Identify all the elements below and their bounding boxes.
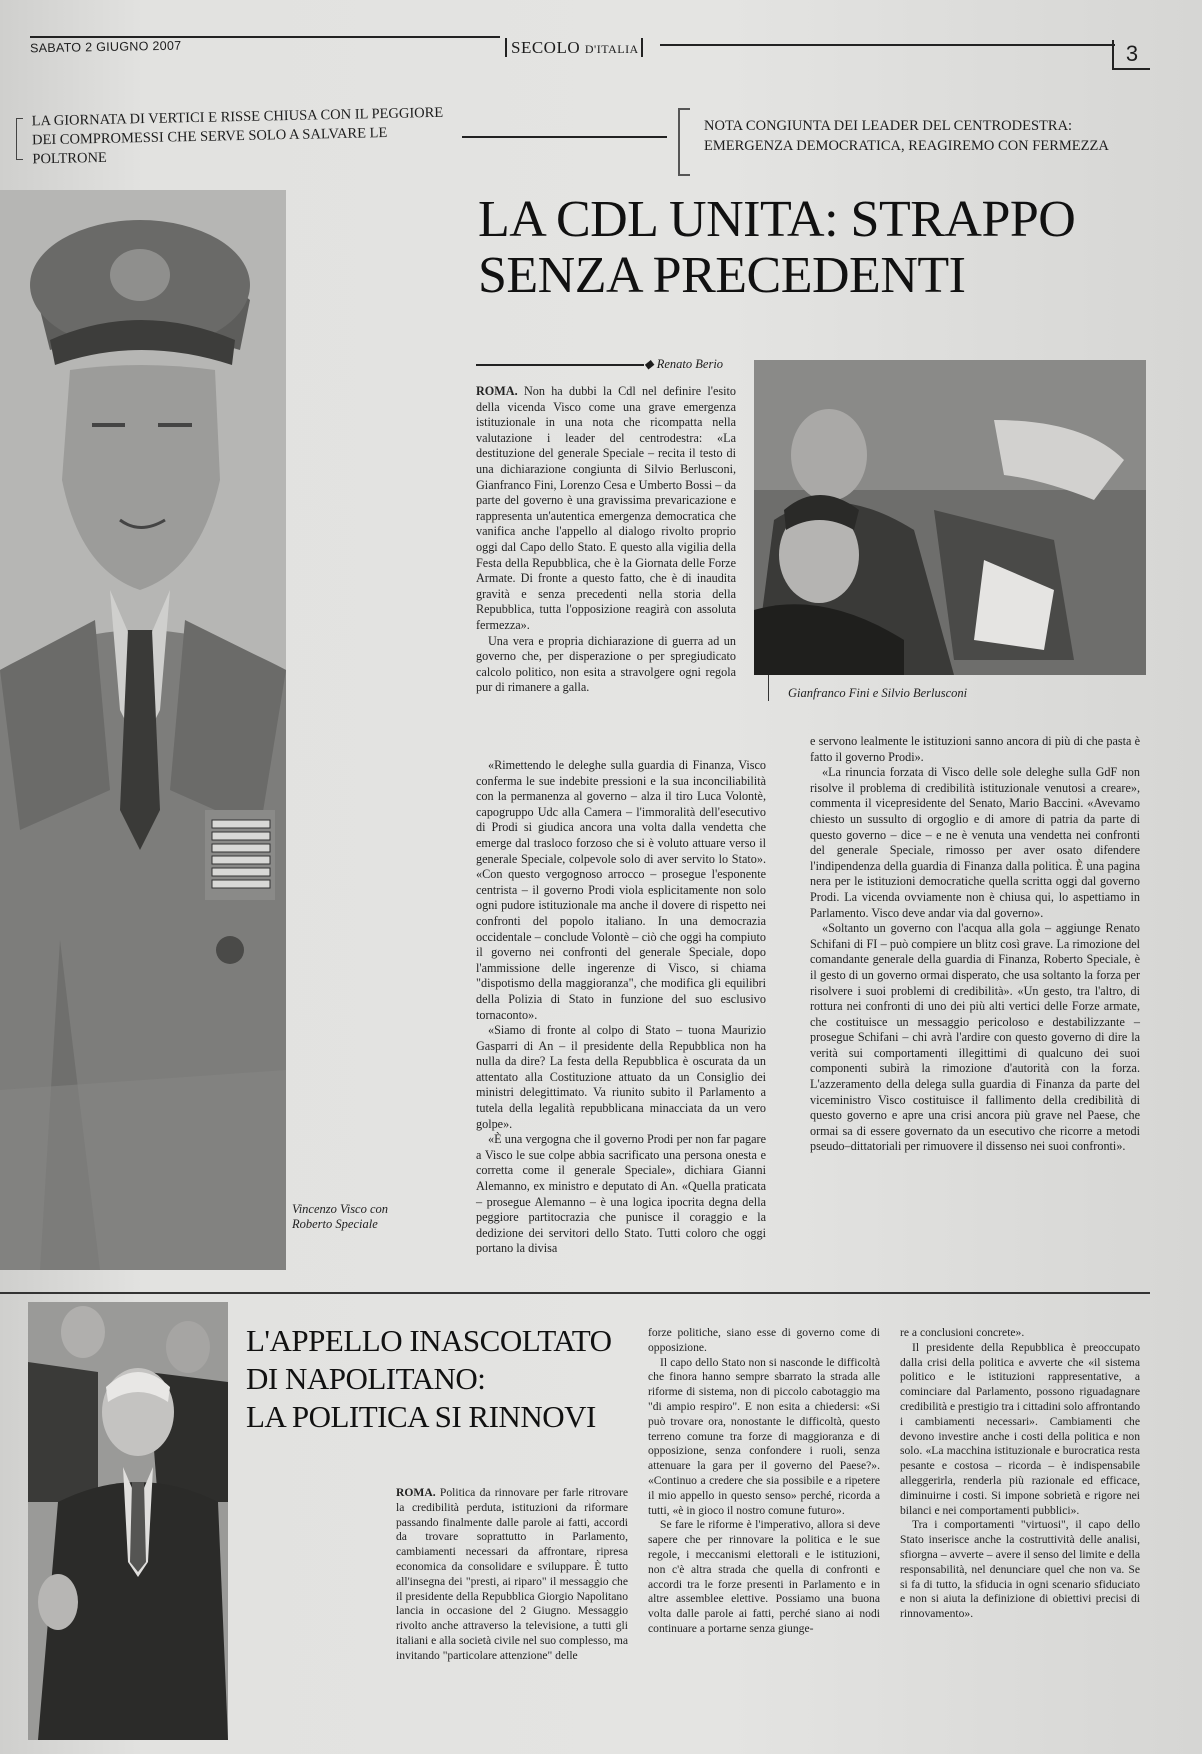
header-rule-right [660,44,1115,46]
main-article-paragraph [810,921,1140,1155]
byline-rule [476,364,644,366]
second-headline [246,1322,612,1436]
second-article-paragraph [900,1326,1140,1341]
main-dateline: ROMA. [476,384,518,398]
second-article-paragraph [648,1326,880,1356]
header-rule-left [30,36,500,38]
masthead-suffix: D'ITALIA [584,42,639,56]
kicker-right: NOTA CONGIUNTA DEI LEADER DEL CENTRODESTRA: EMERGENZA DEMOCRATICA, REAGIREMO CON FERMEZZA [704,118,1109,154]
masthead [505,38,643,58]
leaders-caption-rule [768,675,769,701]
second-article-col1 [396,1486,628,1664]
general-figure-illustration [0,190,286,1270]
second-article-text: forze politiche, siano esse di governo come di opposizione. [648,1326,880,1354]
main-article-text: «La rinuncia forzata di Visco delle sole deleghe sulla GdF non risolve il problema di credibilità istituzionale venutosi a creare», commenta il vicepresidente del Senato, Mario Baccini. «Avevamo chiesto un sussulto di orgoglio e di amore di patria da parte di questo governo – dice – e ne è venuta una vendetta nei confronti del generale Speciale, rimosso per aver osato difendere l'indipendenza della guardia di Finanza dalla politica. È una pagina nera per le istituzioni democratiche quella scritta oggi dal governo Prodi. La vicenda ovviamente non è chiusa qui, lo aspettiamo in Parlamento. Visco deve andar via dal governo». [810,765,1140,920]
main-headline-line1: LA CDL UNITA: STRAPPO [478,191,1076,248]
second-article-col2 [648,1326,880,1637]
main-article-col2 [810,734,1140,1155]
page-number: 3 [1112,40,1150,70]
main-article-paragraph [810,765,1140,921]
leaders-photo [754,360,1146,675]
napolitano-photo [28,1302,228,1740]
main-article-paragraph [810,734,1140,765]
napolitano-illustration [28,1302,228,1740]
main-article-col1-top [476,384,736,696]
byline: ◆ Renato Berio [644,357,724,371]
section-divider [0,1292,1150,1294]
second-headline-line1: L'APPELLO INASCOLTATO [246,1323,612,1358]
main-article-paragraph [476,1132,766,1257]
main-article-text: Non ha dubbi la Cdl nel definire l'esito della vicenda Visco come una grave emergenza istituzionale in una nota che ricompatta nella valutazione i leader del centrodestra: «La destituzione del generale Speciale – recita il testo di una dichiarazione congiunta di Silvio Berlusconi, Gianfranco Fini, Lorenzo Cesa e Umberto Bossi – da parte del governo è una gravissima prevaricazione e rappresenta un'autentica emergenza democratica che vanifica anche l'appello al dialogo rivolto proprio oggi dal Capo dello Stato. E questo alla vigilia della Festa della Repubblica, che è la Giornata delle Forze Armate. Di fronte a questo fatto, che è di inaudita gravità e senza precedenti nella storia della Repubblica, tutta l'opposizione reagirà con assoluta fermezza». [476,384,737,632]
general-photo [0,190,286,1270]
second-article-text: Politica da rinnovare per farle ritrovare la credibilità perduta, istituzioni da riformare passando finalmente dalle parole ai fatti, accordi da trovare soprattutto in Parlamento, cambiamenti necessari da affrontare, ripresa economica da consolidare e sviluppare. È tutto all'insegna dei "presti, ai riparo" il messaggio che il presidente della Repubblica Giorgio Napolitano lancia in occasione del 2 Giugno. Messaggio rivolto anche attraverso la televisione, a tutti gli italiani e alla società civile nel suo complesso, ma invitando "particolare attenzione" delle [396,1486,628,1662]
main-headline-line2: SENZA PRECEDENTI [478,247,966,304]
main-headline [478,192,1075,304]
main-article-text: «Rimettendo le deleghe sulla guardia di Finanza, Visco conferma le sue indebite pressioni e la sua inconciliabilità con la permanenza al governo – alza il tiro Luca Volontè, capogruppo Udc alla Camera – l'immoralità dell'esecutivo di Prodi si giudica ancora una volta dalla vendetta che emerge dal trasloco forzoso che si è voluto attuare verso il generale Speciale, colpevole solo di aver servito lo Stato». «Con questo vergognoso arrocco – prosegue l'esponente centrista – il governo Prodi viola esplicitamente non solo ogni pudore istituzionale ma anche il dovere di rispetto nei confronti del popolo italiano. In una democrazia occidentale – conclude Volontè – ciò che oggi ha compiuto il governo nei confronti del generale Speciale, dopo l'ammissione delle ingerenze di Visco, si chiama "dispotismo della maggioranza", che modifica gli equilibri della Polizia di Stato in funzione del suo esclusivo tornaconto». [476,758,766,1022]
second-article-col3 [900,1326,1140,1622]
second-headline-line2: DI NAPOLITANO: [246,1361,486,1396]
kicker-bracket-left [16,118,23,160]
main-article-text: Una vera e propria dichiarazione di guerra ad un governo che, per disperazione o per spregiudicato calcolo politico, non esita a stravolgere ogni regola pur di rimanere a galla. [476,633,736,695]
second-article-text: Se fare le riforme è l'imperativo, allora si deve sapere che per rinnovare la politica e le sue regole, i meccanismi elettorali e le istituzioni, non c'è altra strada che quella di confronti e accordi tra le forze presenti in Parlamento e in altre assemblee elettive. Possiamo una buona volta dalle parole ai fatti, perché siano ai nodi continuare a portarne senza giunge- [648,1518,880,1635]
second-article-text: Tra i comportamenti "virtuosi", il capo dello Stato inserisce anche la costruttività delle analisi, sfiorgna – avverte – avere il senso del limite e della responsabilità, nel denunciare quel che non va. Se si fa di tutto, la sfiducia in ogni scenario sfiduciato e non si aiuta la definizione di obiettivi precisi di rinnovamento». [900,1518,1140,1621]
masthead-title: SECOLO [505,38,580,57]
main-article-paragraph [476,1023,766,1132]
main-article-paragraph [476,758,766,1023]
second-article-paragraph [396,1486,628,1664]
second-article-paragraph [900,1341,1140,1519]
main-article-paragraph [476,384,736,634]
kicker-bracket-right [678,108,690,176]
second-article-paragraph [648,1518,880,1636]
main-article-text: «Soltanto un governo con l'acqua alla gola – aggiunge Renato Schifani di FI – può compiere un blitz così grave. La rimozione del comandante generale della guardia di Finanza, Roberto Speciale, è il gesto di un governo ormai disperato, che usa soltanto la forza per risolvere i suoi problemi di credibilità». «Un gesto, tra l'altro, di rottura nei confronti di uno dei più alti vertici delle Forze armate, che costituisce un messaggio pericoloso e destabilizzante – prosegue Schifani – chi avrà l'ardire con questo governo di dire la verità sui comportamenti illegittimi di qualcuno dei suoi componenti subirà la rimozione d'autorità con la forza. L'azzeramento della delega sulla guardia di Finanza da parte del viceministro Visco costituisce il fallimento della credibilità di questo governo e apre una crisi ancora più grave nel Paese, che ormai sa di essere governato da un esecutivo che ricorre a metodi pseudo–dittatoriali per rimuovere il dissenso nei suoi confronti». [810,921,1140,1154]
general-photo-caption: Vincenzo Visco con Roberto Speciale [292,1202,389,1231]
leaders-photo-caption: Gianfranco Fini e Silvio Berlusconi [788,686,968,700]
second-headline-line3: LA POLITICA SI RINNOVI [246,1399,596,1434]
main-article-paragraph [476,634,736,696]
main-article-text: e servono lealmente le istituzioni sanno ancora di più di che pasta è fatto il governo Prodi». [810,734,1140,764]
kicker-rule [462,136,667,138]
second-article-text: re a conclusioni concrete». [900,1326,1025,1339]
kicker-left: LA GIORNATA DI VERTICI E RISSE CHIUSA CON IL PEGGIORE DEI COMPROMESSI CHE SERVE SOLO A SALVARE LE POLTRONE [31,104,444,168]
second-article-text: Il capo dello Stato non si nasconde le difficoltà che finora hanno sempre sbarrato la strada alle riforme di sistema, non di piccolo cabotaggio ma "di ampio respiro". E non esita a chiedersi: «Si può trovare ora, nonostante le difficoltà, questo terreno comune tra forze di maggioranza e di opposizione, senza confondere i ruoli, senza attenuare la gara per il governo del Paese?». «Continuo a credere che sia possibile e a ripetere il mio appello in questo senso» perché, ricorda a tutti, «è in gioco il nostro comune futuro». [648,1355,880,1517]
second-article-text: Il presidente della Repubblica è preoccupato dalla crisi della politica e avverte che «il sistema politico e le istituzioni rappresentative, a cominciare dal Parlamento, possono riguadagnare credibilità e prestigio tra i cittadini solo affrontando i cambiamenti necessari». Cambiamenti che devono investire anche i costi della politica e non solo. «La macchina istituzionale e burocratica resta pesante e costosa – ricorda – è indispensabile alleggerirla, renderla più razionale ed efficace, diminuirne i costi. Si impone sobrietà e rigore nei bilanci e nei comportamenti pubblici». [900,1340,1140,1517]
second-article-paragraph [900,1518,1140,1622]
main-article-col1-bottom [476,758,766,1257]
main-article-text: «Siamo di fronte al colpo di Stato – tuona Maurizio Gasparri di An – il presidente della Repubblica non ha nulla da dire? La festa della Repubblica è oscurata da un attentato alla Costituzione attuato da un Consiglio dei ministri delegittimato. Va riunito subito il Parlamento a tutela della legalità repubblicana minacciata da un vero golpe». [476,1023,766,1131]
second-article-paragraph [648,1356,880,1519]
header-date: SABATO 2 GIUGNO 2007 [29,38,182,56]
second-dateline: ROMA. [396,1486,436,1499]
leaders-illustration [754,360,1146,675]
main-article-text: «È una vergogna che il governo Prodi per non far pagare a Visco le sue colpe abbia sacrificato una persona onesta e corretta come il generale Speciale», dichiara Gianni Alemanno, ex ministro e deputato di An. «Quella praticata – prosegue Alemanno – è una logica ipocrita degna della peggiore partitocrazia che punisce il coraggio e la dedizione dei servitori dello Stato. Tutti coloro che oggi portano la divisa [476,1132,766,1256]
byline-author: Renato Berio [656,357,724,371]
